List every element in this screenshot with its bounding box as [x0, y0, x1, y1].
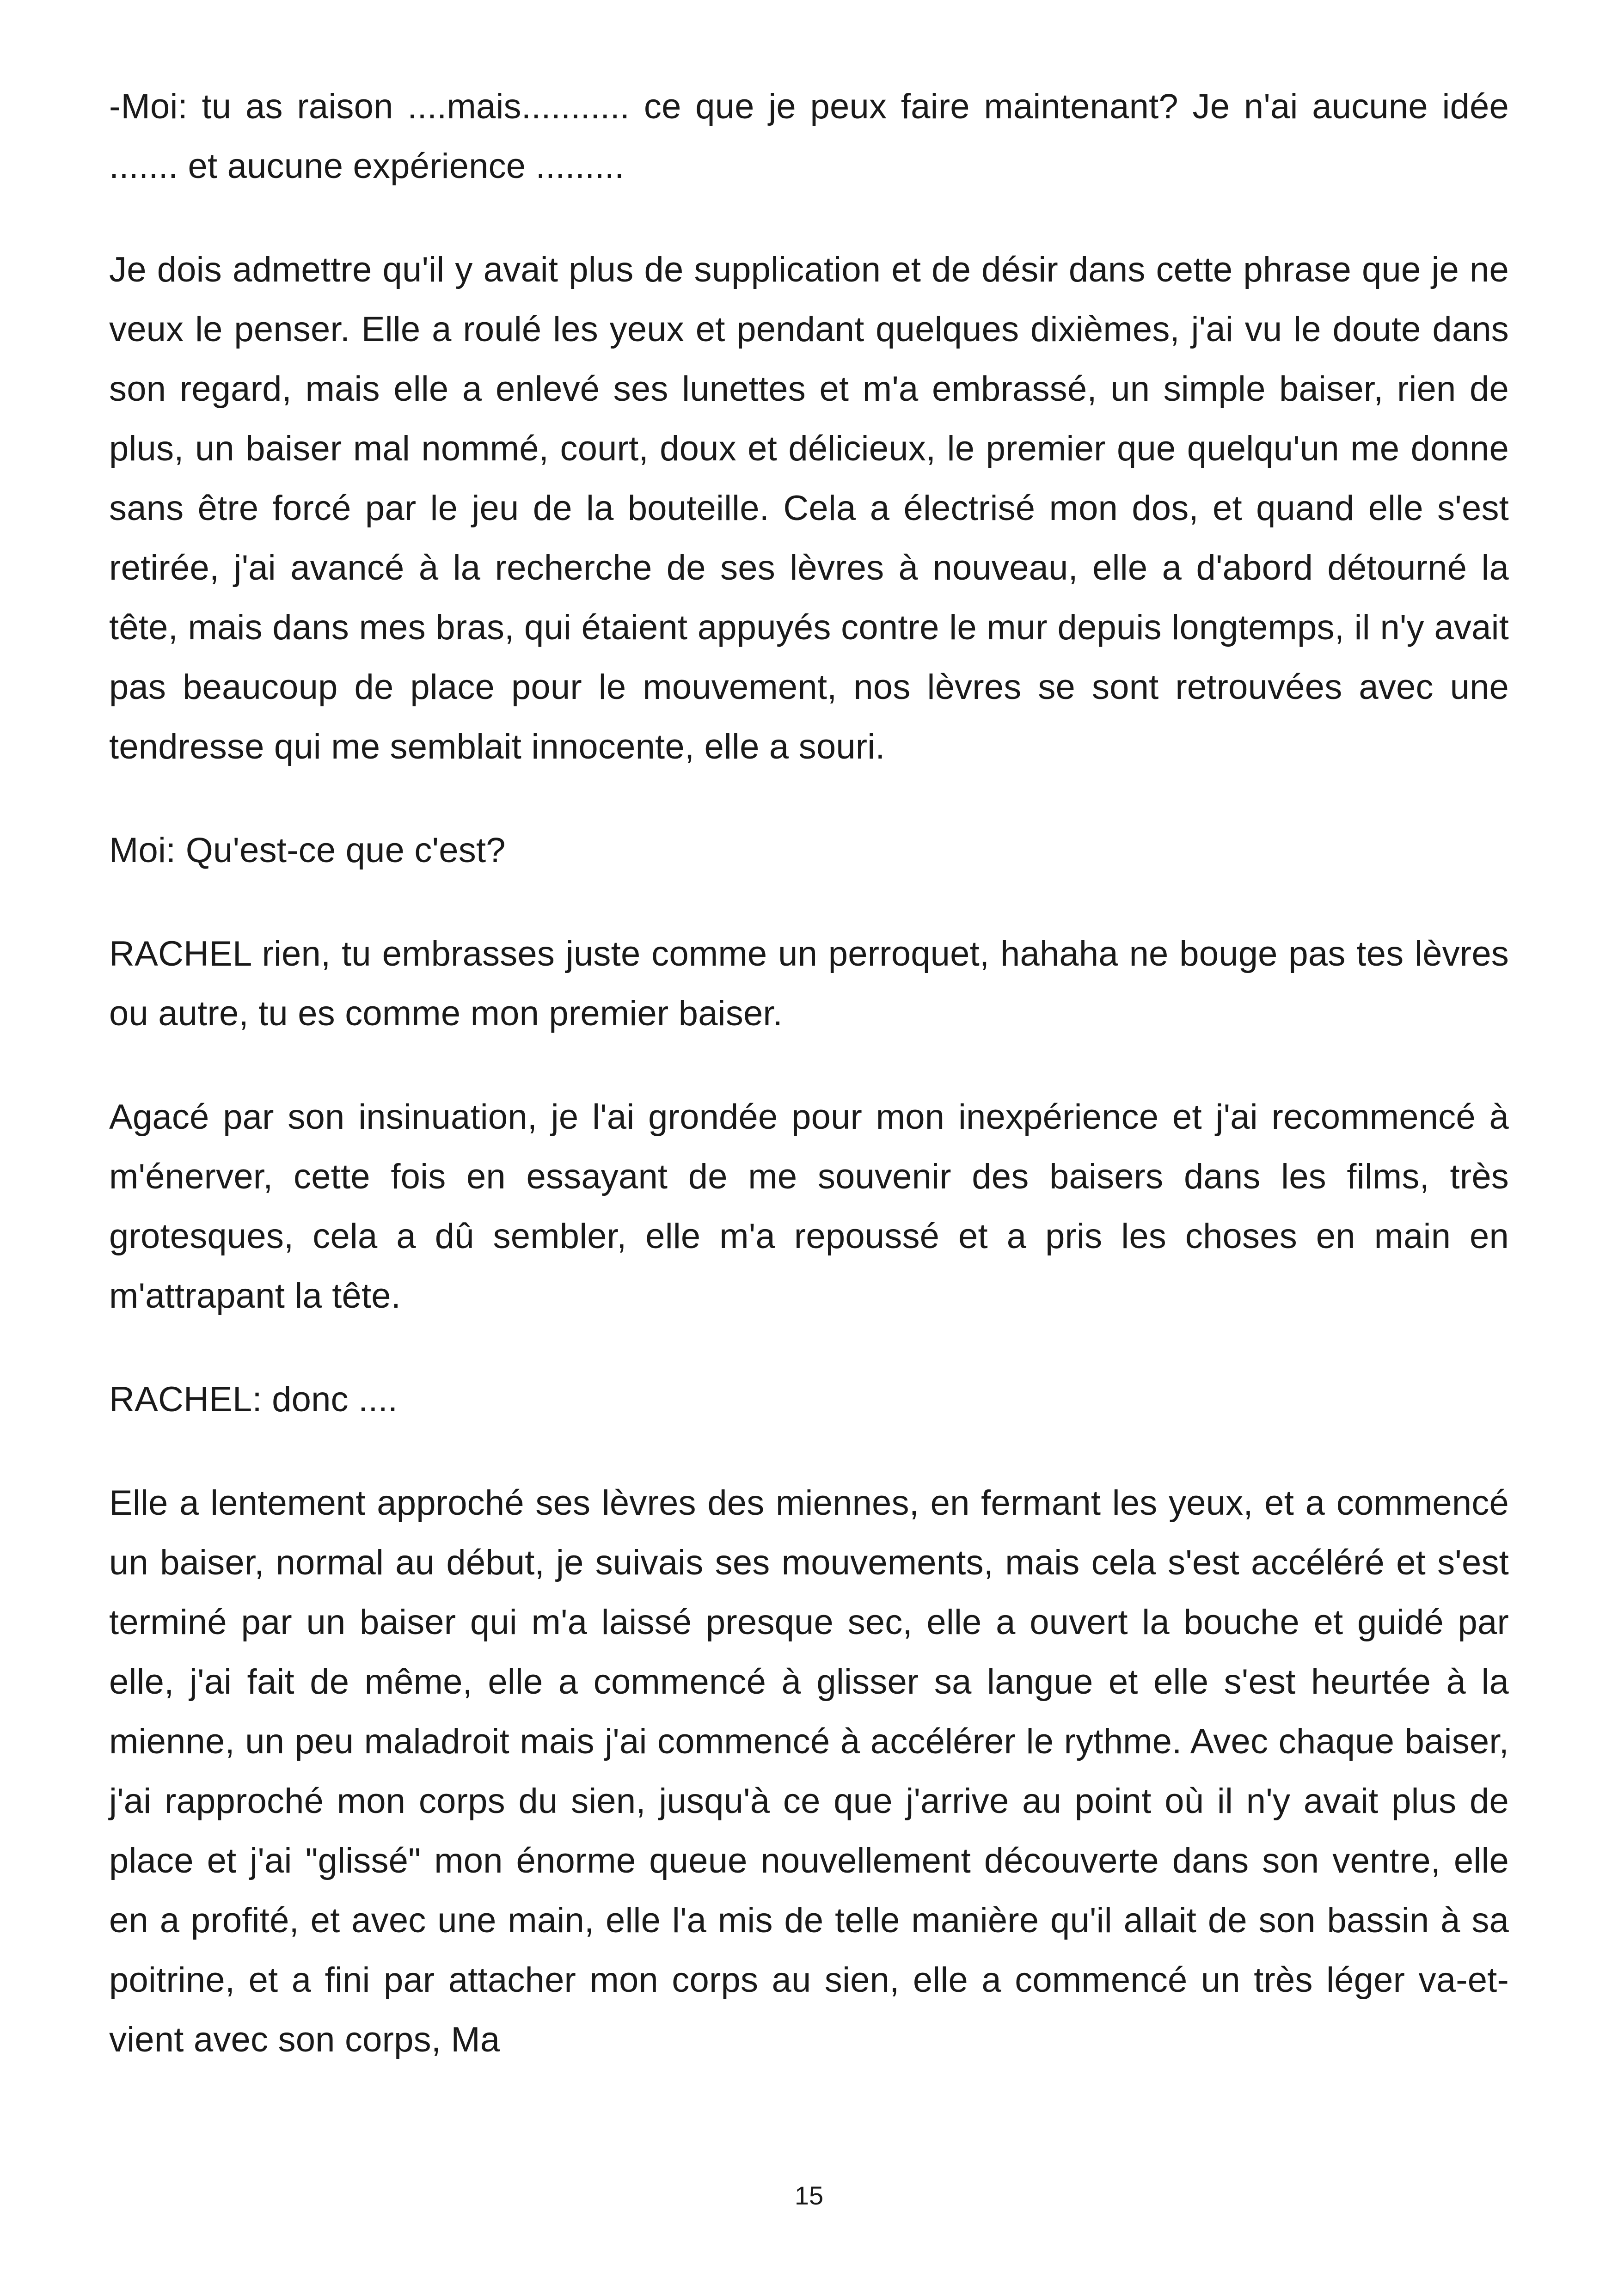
paragraph-narration-annoyed: Agacé par son insinuation, je l'ai grondée pour mon inexpérience et j'ai recommencé à m'énerver, cette fois en essayant de me souvenir des baisers dans les films, très grotesques, cela a dû sembler, elle m'a repoussé et a pris les choses en main en m'attrapant la tête. — [109, 1097, 1509, 1316]
paragraph-narration-kiss: Elle a lentement approché ses lèvres des miennes, en fermant les yeux, et a commencé un baiser, normal au début, je suivais ses mouvements, mais cela s'est accéléré et s'est terminé par un baiser qui m'a laissé presque sec, elle a ouvert la bouche et guidé par elle, j'ai fait de même, elle a commencé à glisser sa langue et elle s'est heurtée à la mienne, un peu maladroit mais j'ai commencé à accélérer le rythme. Avec chaque baiser, j'ai rapproché mon corps du sien, jusqu'à ce que j'arrive au point où il n'y avait plus de place et j'ai "glissé" mon énorme queue nouvellement découverte dans son ventre, elle en a profité, et avec une main, elle l'a mis de telle manière qu'il allait de son bassin à sa poitrine, et a fini par attacher mon corps au sien, elle a commencé un très léger va-et-vient avec son corps, Ma — [109, 1483, 1509, 2059]
paragraph-dialogue-rachel-donc: RACHEL: donc .... — [109, 1380, 398, 1419]
page-number: 15 — [794, 2181, 824, 2210]
paragraph-narration-first-kiss: Je dois admettre qu'il y avait plus de supplication et de désir dans cette phrase que je ne veux le penser. Elle a roulé les yeux et pendant quelques dixièmes, j'ai vu le doute dans son regard, mais elle a enlevé ses lunettes et m'a embrassé, un simple baiser, rien de plus, un baiser mal nommé, court, doux et délicieux, le premier que quelqu'un me donne sans être forcé par le jeu de la bouteille. Cela a électrisé mon dos, et quand elle s'est retirée, j'ai avancé à la recherche de ses lèvres à nouveau, elle a d'abord détourné la tête, mais dans mes bras, qui étaient appuyés contre le mur depuis longtemps, il n'y avait pas beaucoup de place pour le mouvement, nos lèvres se sont retrouvées avec une tendresse qui me semblait innocente, elle a souri. — [109, 250, 1509, 766]
paragraph-dialogue-question: Moi: Qu'est-ce que c'est? — [109, 831, 506, 870]
body-text — [109, 77, 1509, 2113]
paragraph-dialogue-rachel-parrot: RACHEL rien, tu embrasses juste comme un perroquet, hahaha ne bouge pas tes lèvres ou autre, tu es comme mon premier baiser. — [109, 934, 1509, 1033]
paragraph-dialogue-moi: -Moi: tu as raison ....mais........... ce que je peux faire maintenant? Je n'ai aucune idée ....... et aucune expérience ......... — [109, 87, 1509, 186]
